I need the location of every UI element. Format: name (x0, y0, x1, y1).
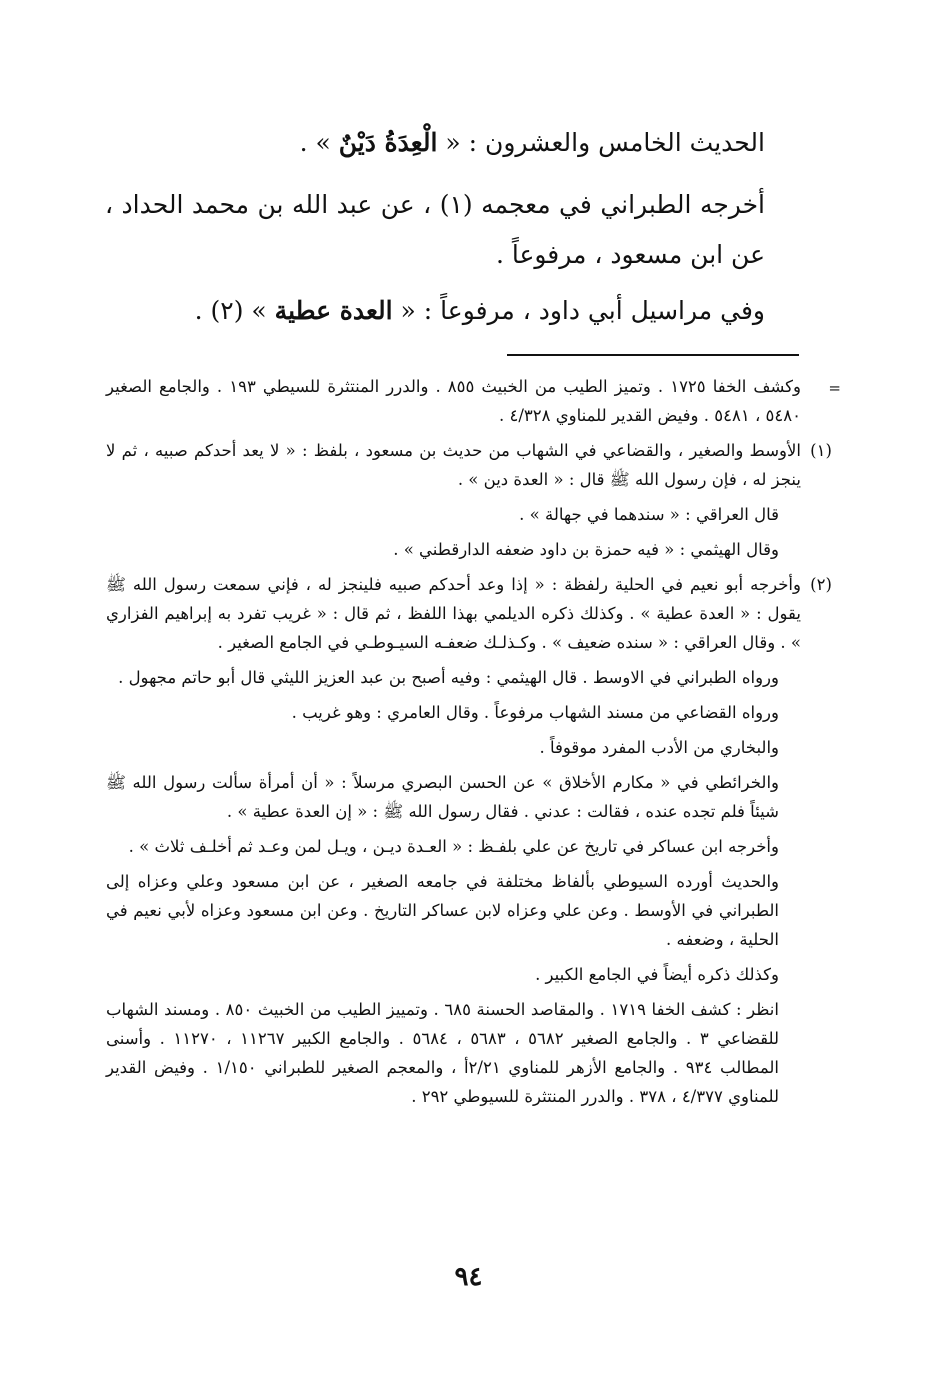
footnote-2-references: انظر : كشف الخفا ١٧١٩ . والمقاصد الحسنة ٦٨٥ . وتمييز الطيب من الخبيث ٨٥٠ . ومسند الشهاب للقضاعي ٣ . والجامع الصغير ٥٦٨٢ ، ٥٦٨٣ ، ٥٦٨٤ . والجامع الكبير ١١٢٦٧ ، ١١٢٧٠ . وأسنى المطالب ٩٣٤ . والجامع الأزهر للمناوي ٢/٢١أ ، والمعجم الصغير للطبراني ١/١٥٠ . وفيض القدير للمناوي ٤/٣٧٧ ، ٣٧٨ . والدرر المنتثرة للسيوطي ٢٩٢ . (106, 1000, 779, 1106)
footnote-1-iraqi: قال العراقي : « سندهما في جهالة » . (519, 505, 779, 524)
hadith-heading-prefix: الحديث الخامس والعشرون : « (445, 128, 765, 157)
main-text (105, 118, 765, 342)
footnote-2-suyuti: والحديث أورده السيوطي بألفاظ مختلفة في جامعه الصغير ، عن ابن مسعود وعلي وعزاه إلى الطبراني في الأوسط . وعن علي وعزاه لابن عساكر التاريخ . وعن ابن مسعود وعزاه لأبي نعيم في الحلية ، وضعفه . (106, 872, 779, 949)
footnote-continuation-text: وكشف الخفا ١٧٢٥ . وتميز الطيب من الخبيث ٨٥٥ . والدرر المنتثرة للسيطي ١٩٣ . والجامع الصغير ٥٤٨٠ ، ٥٤٨١ . وفيض القدير للمناوي ٤/٣٢٨ . (106, 377, 802, 425)
footnote-2-jami-kabir: وكذلك ذكره أيضاً في الجامع الكبير . (535, 965, 779, 984)
footnote-1-marker: (١) (810, 441, 832, 460)
mursal-quote: العدة عطية (274, 296, 393, 325)
footnote-2-ibn-asakir: وأخرجه ابن عساكر في تاريخ عن علي بلفـظ : « العـدة ديـن ، ويـل لمن وعـد ثم أخلـف ثلاث » . (128, 837, 779, 856)
continuation-mark: = (828, 379, 841, 397)
footnote-2-bukhari: والبخاري من الأدب المفرد موقوفاً . (539, 738, 779, 757)
footnote-2-tabarani: ورواه الطبراني في الاوسط . قال الهيثمي : وفيه أصبح بن عبد العزيز الليثي قال أبو حاتم مجهول . (118, 668, 779, 687)
footnote-continuation (106, 372, 841, 430)
hadith-source-paragraph: أخرجه الطبراني في معجمه (١) ، عن عبد الله بن محمد الحداد ، عن ابن مسعود ، مرفوعاً . (105, 190, 765, 269)
footnotes (106, 372, 841, 1117)
footnote-1-text: الأوسط والصغير ، والقضاعي في الشهاب من حديث بن مسعود ، بلفظ : « لا يعد أحدكم صبيه ، ثم لا ينجز له ، فإن رسول الله ﷺ قال : « العدة دين » . (106, 441, 801, 489)
footnote-separator (507, 354, 799, 356)
hadith-heading (105, 118, 765, 168)
hadith-text: الْعِدَةُ دَيْنٌ (338, 128, 438, 157)
footnote-2-qudai: ورواه القضاعي من مسند الشهاب مرفوعاً . وقال العامري : وهو غريب . (291, 703, 779, 722)
mursal-prefix: وفي مراسيل أبي داود ، مرفوعاً : « (400, 296, 765, 325)
hadith-heading-suffix: » . (299, 128, 331, 157)
footnote-1 (106, 436, 832, 494)
mursal-paragraph (105, 286, 765, 336)
footnote-2-text: وأخرجه أبو نعيم في الحلية رلفظة : « إذا وعد أحدكم صبيه فلينجز له ، فإني سمعت رسول الله ﷺ يقول : « العدة عطية » . وكذلك ذكره الديلمي بهذا اللفظ ، ثم قال : « غريب تفرد به إبراهيم الفزاري » . وقال العراقي : « سنده ضعيف » . وكـذلـك ضعفـه السيـوطـي في الجامع الصغير . (106, 575, 801, 652)
page-number: ٩٤ (454, 1262, 483, 1292)
footnote-1-haythami: وقال الهيثمي : « فيه حمزة بن داود ضعفه الدارقطني » . (393, 540, 779, 559)
footnote-2-kharaiti: والخرائطي في « مكارم الأخلاق » عن الحسن البصري مرسلاً : « أن أمرأة سألت رسول الله ﷺ شيئاً فلم تجده عنده ، فقالت : عدني . فقال رسول الله ﷺ : « إن العدة عطية » . (106, 773, 779, 821)
mursal-suffix: » (٢) . (194, 296, 267, 325)
footnote-2-marker: (٢) (810, 575, 832, 594)
footnote-2 (106, 570, 832, 657)
